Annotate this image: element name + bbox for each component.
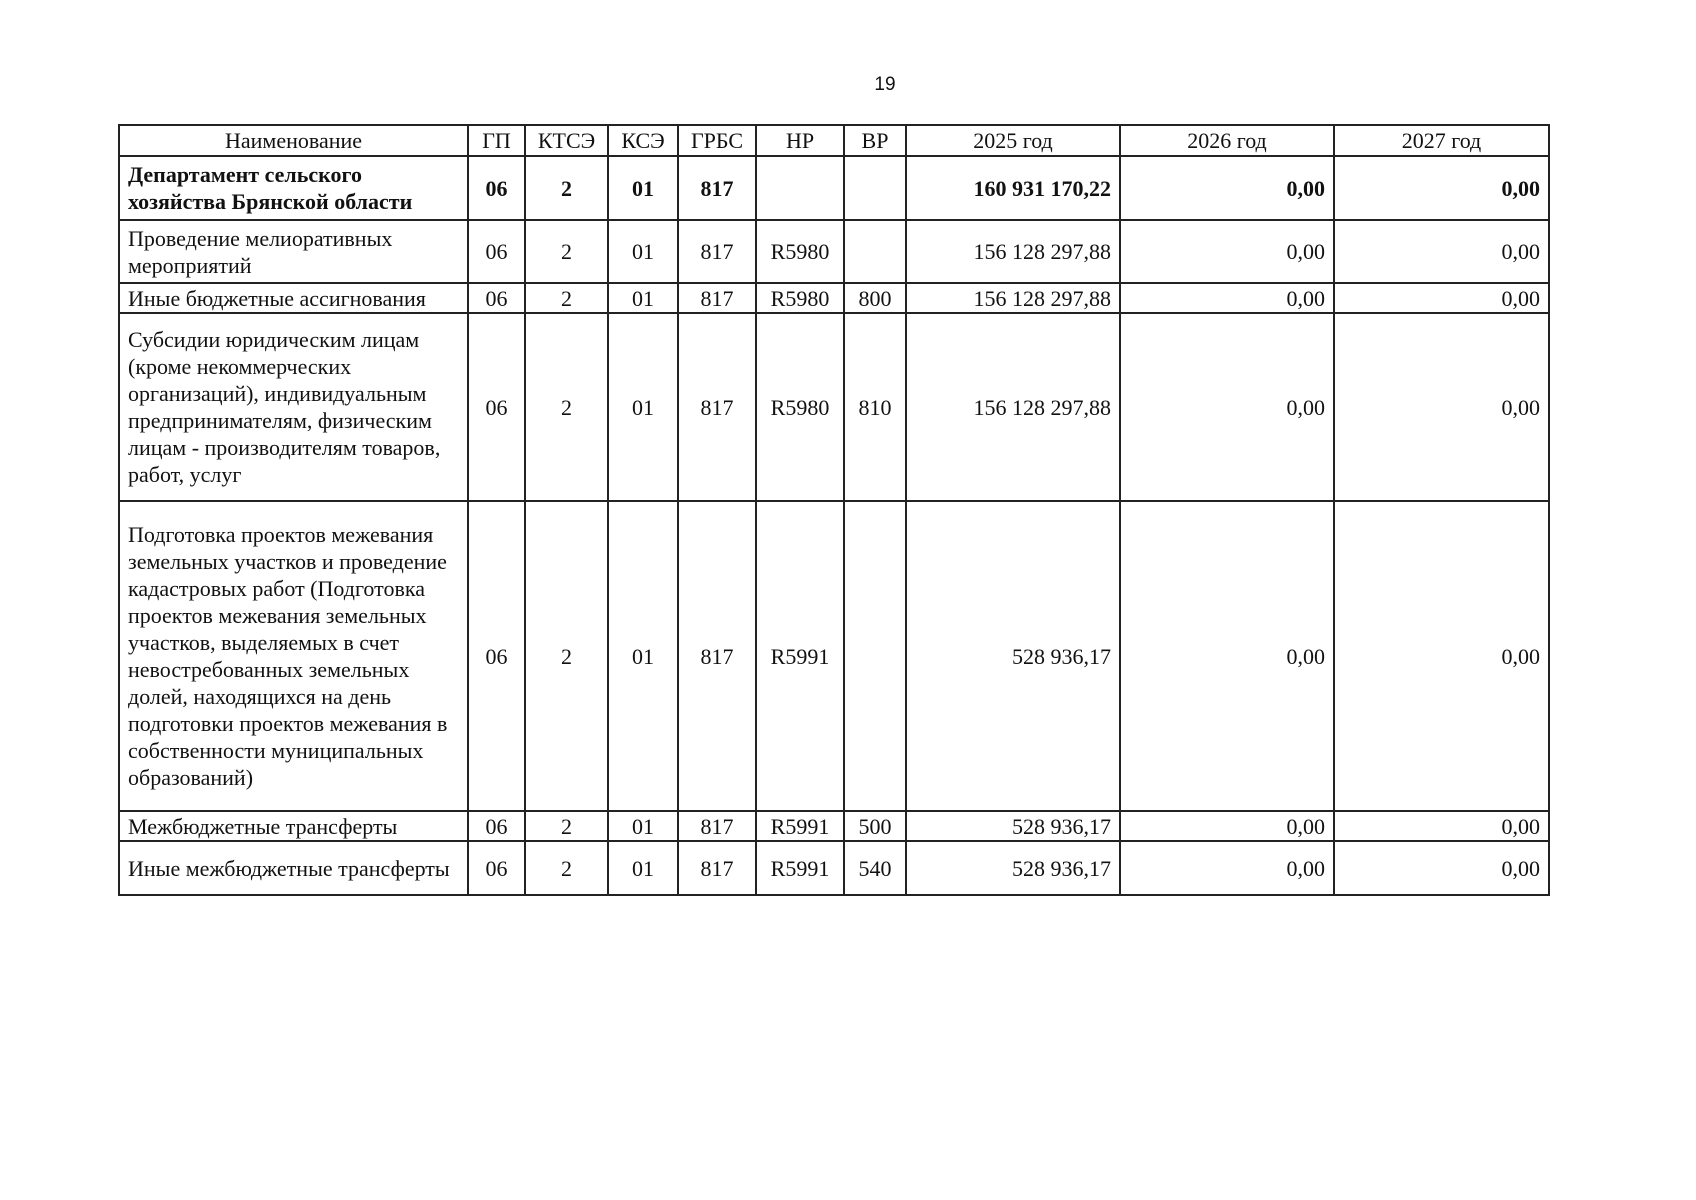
cell-name: Иные бюджетные ассигнования — [119, 283, 468, 313]
cell-gp: 06 — [468, 841, 525, 895]
cell-name: Субсидии юридическим лицам (кроме некоммерческих организаций), индивидуальным предпринимателям, физическим лицам - производителям товаров, работ, услуг — [119, 313, 468, 501]
cell-name: Проведение мелиоративных мероприятий — [119, 220, 468, 283]
table-row — [119, 220, 1549, 283]
cell-gp: 06 — [468, 501, 525, 811]
cell-2025: 160 931 170,22 — [906, 156, 1120, 220]
cell-kse: 01 — [608, 313, 678, 501]
cell-name: Подготовка проектов межевания земельных участков и проведение кадастровых работ (Подготовка проектов межевания земельных участков, выделяемых в счет невостребованных земельных долей, находящихся на день подготовки проектов межевания в собственности муниципальных образований) — [119, 501, 468, 811]
cell-2025: 528 936,17 — [906, 501, 1120, 811]
cell-nr: R5991 — [756, 811, 844, 841]
header-nr: НР — [756, 125, 844, 156]
cell-2027: 0,00 — [1334, 841, 1549, 895]
cell-2027: 0,00 — [1334, 156, 1549, 220]
cell-2027: 0,00 — [1334, 283, 1549, 313]
cell-vr — [844, 501, 906, 811]
header-2027: 2027 год — [1334, 125, 1549, 156]
cell-2027: 0,00 — [1334, 501, 1549, 811]
cell-name: Межбюджетные трансферты — [119, 811, 468, 841]
cell-ktse: 2 — [525, 283, 608, 313]
cell-vr: 800 — [844, 283, 906, 313]
cell-kse: 01 — [608, 811, 678, 841]
header-kse: КСЭ — [608, 125, 678, 156]
cell-vr: 810 — [844, 313, 906, 501]
header-grbs: ГРБС — [678, 125, 756, 156]
header-ktse: КТСЭ — [525, 125, 608, 156]
cell-gp: 06 — [468, 156, 525, 220]
cell-2025: 156 128 297,88 — [906, 283, 1120, 313]
cell-name: Департамент сельского хозяйства Брянской области — [119, 156, 468, 220]
cell-2026: 0,00 — [1120, 313, 1334, 501]
cell-2026: 0,00 — [1120, 501, 1334, 811]
cell-2026: 0,00 — [1120, 220, 1334, 283]
header-vr: ВР — [844, 125, 906, 156]
cell-grbs: 817 — [678, 841, 756, 895]
table-row — [119, 811, 1549, 841]
cell-2025: 156 128 297,88 — [906, 313, 1120, 501]
header-gp: ГП — [468, 125, 525, 156]
cell-nr: R5980 — [756, 220, 844, 283]
cell-gp: 06 — [468, 283, 525, 313]
cell-2025: 528 936,17 — [906, 841, 1120, 895]
cell-gp: 06 — [468, 220, 525, 283]
cell-ktse: 2 — [525, 156, 608, 220]
table-row — [119, 841, 1549, 895]
table-row — [119, 313, 1549, 501]
cell-kse: 01 — [608, 283, 678, 313]
cell-nr — [756, 156, 844, 220]
cell-vr — [844, 220, 906, 283]
header-row — [119, 125, 1549, 156]
cell-ktse: 2 — [525, 811, 608, 841]
cell-gp: 06 — [468, 313, 525, 501]
cell-kse: 01 — [608, 841, 678, 895]
cell-name: Иные межбюджетные трансферты — [119, 841, 468, 895]
header-2025: 2025 год — [906, 125, 1120, 156]
cell-grbs: 817 — [678, 283, 756, 313]
cell-2025: 156 128 297,88 — [906, 220, 1120, 283]
cell-vr: 500 — [844, 811, 906, 841]
cell-kse: 01 — [608, 501, 678, 811]
cell-2027: 0,00 — [1334, 811, 1549, 841]
cell-grbs: 817 — [678, 313, 756, 501]
cell-vr: 540 — [844, 841, 906, 895]
cell-grbs: 817 — [678, 501, 756, 811]
cell-2027: 0,00 — [1334, 313, 1549, 501]
cell-2026: 0,00 — [1120, 283, 1334, 313]
cell-2025: 528 936,17 — [906, 811, 1120, 841]
cell-nr: R5991 — [756, 501, 844, 811]
table-row — [119, 156, 1549, 220]
table-row — [119, 283, 1549, 313]
cell-nr: R5991 — [756, 841, 844, 895]
cell-nr: R5980 — [756, 283, 844, 313]
header-2026: 2026 год — [1120, 125, 1334, 156]
page-number: 19 — [874, 74, 896, 95]
cell-2026: 0,00 — [1120, 156, 1334, 220]
cell-gp: 06 — [468, 811, 525, 841]
budget-table — [118, 124, 1550, 896]
cell-kse: 01 — [608, 156, 678, 220]
cell-2027: 0,00 — [1334, 220, 1549, 283]
cell-vr — [844, 156, 906, 220]
cell-ktse: 2 — [525, 841, 608, 895]
cell-kse: 01 — [608, 220, 678, 283]
cell-ktse: 2 — [525, 501, 608, 811]
cell-nr: R5980 — [756, 313, 844, 501]
cell-ktse: 2 — [525, 313, 608, 501]
header-name: Наименование — [119, 125, 468, 156]
cell-2026: 0,00 — [1120, 841, 1334, 895]
table-row — [119, 501, 1549, 811]
cell-grbs: 817 — [678, 156, 756, 220]
cell-grbs: 817 — [678, 220, 756, 283]
cell-2026: 0,00 — [1120, 811, 1334, 841]
cell-ktse: 2 — [525, 220, 608, 283]
cell-grbs: 817 — [678, 811, 756, 841]
